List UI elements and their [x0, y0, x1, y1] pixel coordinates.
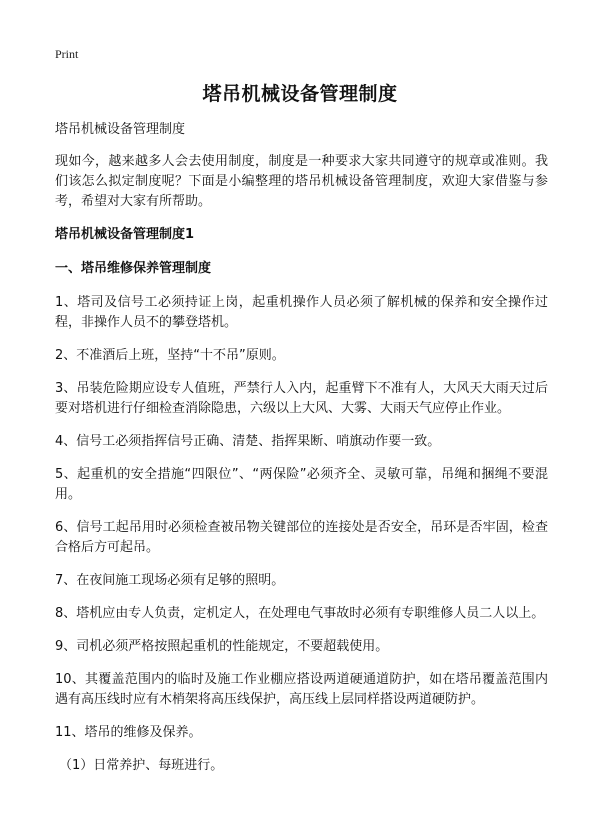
print-label: Print [55, 47, 79, 61]
document-title: 塔吊机械设备管理制度 [202, 83, 398, 105]
list-item: 5、起重机的安全措施“四限位”、“两保险”必须齐全、灵敏可靠，吊绳和捆绳不要混用。 [55, 467, 548, 502]
list-item: 6、信号工起吊用时必须检查被吊物关键部位的连接处是否安全，吊环是否牢固，检查合格后方可起吊。 [55, 520, 548, 555]
list-item: 10、其覆盖范围内的临时及施工作业棚应搭设两道硬通道防护，如在塔吊覆盖范围内遇有高压线时应有木梢架将高压线保护，高压线上层同样搭设两道硬防护。 [55, 672, 548, 707]
list-item: 8、塔机应由专人负责，定机定人，在处理电气事故时必须有专职维修人员二人以上。 [55, 606, 545, 621]
document-subtitle: 塔吊机械设备管理制度 [55, 122, 186, 137]
list-item: 2、不准酒后上班，坚持“十不吊”原则。 [55, 348, 285, 363]
list-item: 7、在夜间施工现场必须有足够的照明。 [55, 573, 285, 588]
section-title: 塔吊机械设备管理制度1 [55, 227, 195, 242]
list-item: （1）日常养护、每班进行。 [59, 758, 224, 773]
part-heading: 一、塔吊维修保养管理制度 [55, 261, 212, 276]
list-item: 1、塔司及信号工必须持证上岗，起重机操作人员必须了解机械的保养和安全操作过程，非操作人员不的攀登塔机。 [55, 295, 548, 330]
document-body [55, 120, 548, 789]
list-item: 4、信号工必须指挥信号正确、清楚、指挥果断、哨旗动作要一致。 [55, 434, 441, 449]
list-item: 9、司机必须严格按照起重机的性能规定，不要超载使用。 [55, 639, 389, 654]
list-item: 11、塔吊的维修及保养。 [55, 725, 202, 740]
intro-paragraph: 现如今，越来越多人会去使用制度，制度是一种要求大家共同遵守的规章或准则。我们该怎么拟定制度呢？下面是小编整理的塔吊机械设备管理制度，欢迎大家借鉴与参考，希望对大家有所帮助。 [55, 154, 548, 209]
list-item: 3、吊装危险期应设专人值班，严禁行人入内，起重臂下不准有人，大风天大雨天过后要对塔机进行仔细检查消除隐患，六级以上大风、大雾、大雨天气应停止作业。 [55, 381, 548, 416]
